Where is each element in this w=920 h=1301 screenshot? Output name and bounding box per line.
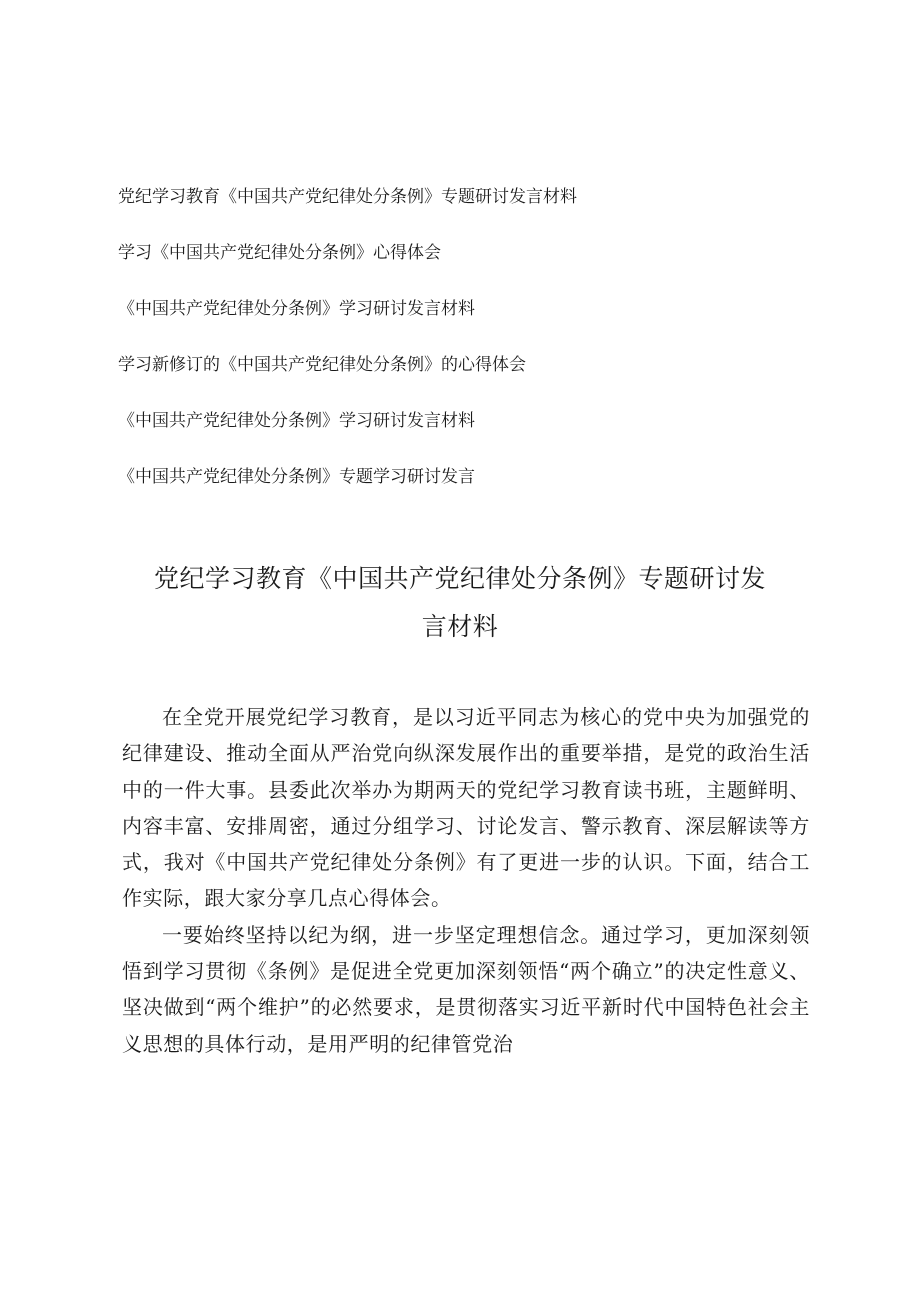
body-paragraph: 一要始终坚持以纪为纲，进一步坚定理想信念。通过学习，更加深刻领悟到学习贯彻《条例》是促进全党更加深刻领悟“两个确立”的决定性意义、坚决做到“两个维护”的必然要求，是贯彻落实习近平新时代中国特色社会主义思想的具体行动，是用严明的纪律管党治 [122,922,810,1056]
body-paragraph: 在全党开展党纪学习教育，是以习近平同志为核心的党中央为加强党的纪律建设、推动全面从严治党向纵深发展作出的重要举措，是党的政治生活中的一件大事。县委此次举办为期两天的党纪学习教育读书班，主题鲜明、内容丰富、安排周密，通过分组学习、讨论发言、警示教育、深层解读等方式，我对《中国共产党纪律处分条例》有了更进一步的认识。下面，结合工作实际，跟大家分享几点心得体会。 [122,705,810,911]
toc-item[interactable]: 《中国共产党纪律处分条例》学习研讨发言材料 [118,411,475,431]
toc-item[interactable]: 《中国共产党纪律处分条例》专题学习研讨发言 [118,467,475,487]
toc-item[interactable]: 学习《中国共产党纪律处分条例》心得体会 [118,243,441,263]
article-body [122,699,810,1062]
toc-item[interactable]: 《中国共产党纪律处分条例》学习研讨发言材料 [118,299,475,319]
table-of-contents [118,182,818,518]
article-title-line-2: 言材料 [421,612,499,641]
article-title [120,555,800,651]
toc-item[interactable]: 党纪学习教育《中国共产党纪律处分条例》专题研讨发言材料 [118,187,577,207]
article-title-line-1: 党纪学习教育《中国共产党纪律处分条例》专题研讨发 [153,564,766,593]
toc-item[interactable]: 学习新修订的《中国共产党纪律处分条例》的心得体会 [118,355,526,375]
